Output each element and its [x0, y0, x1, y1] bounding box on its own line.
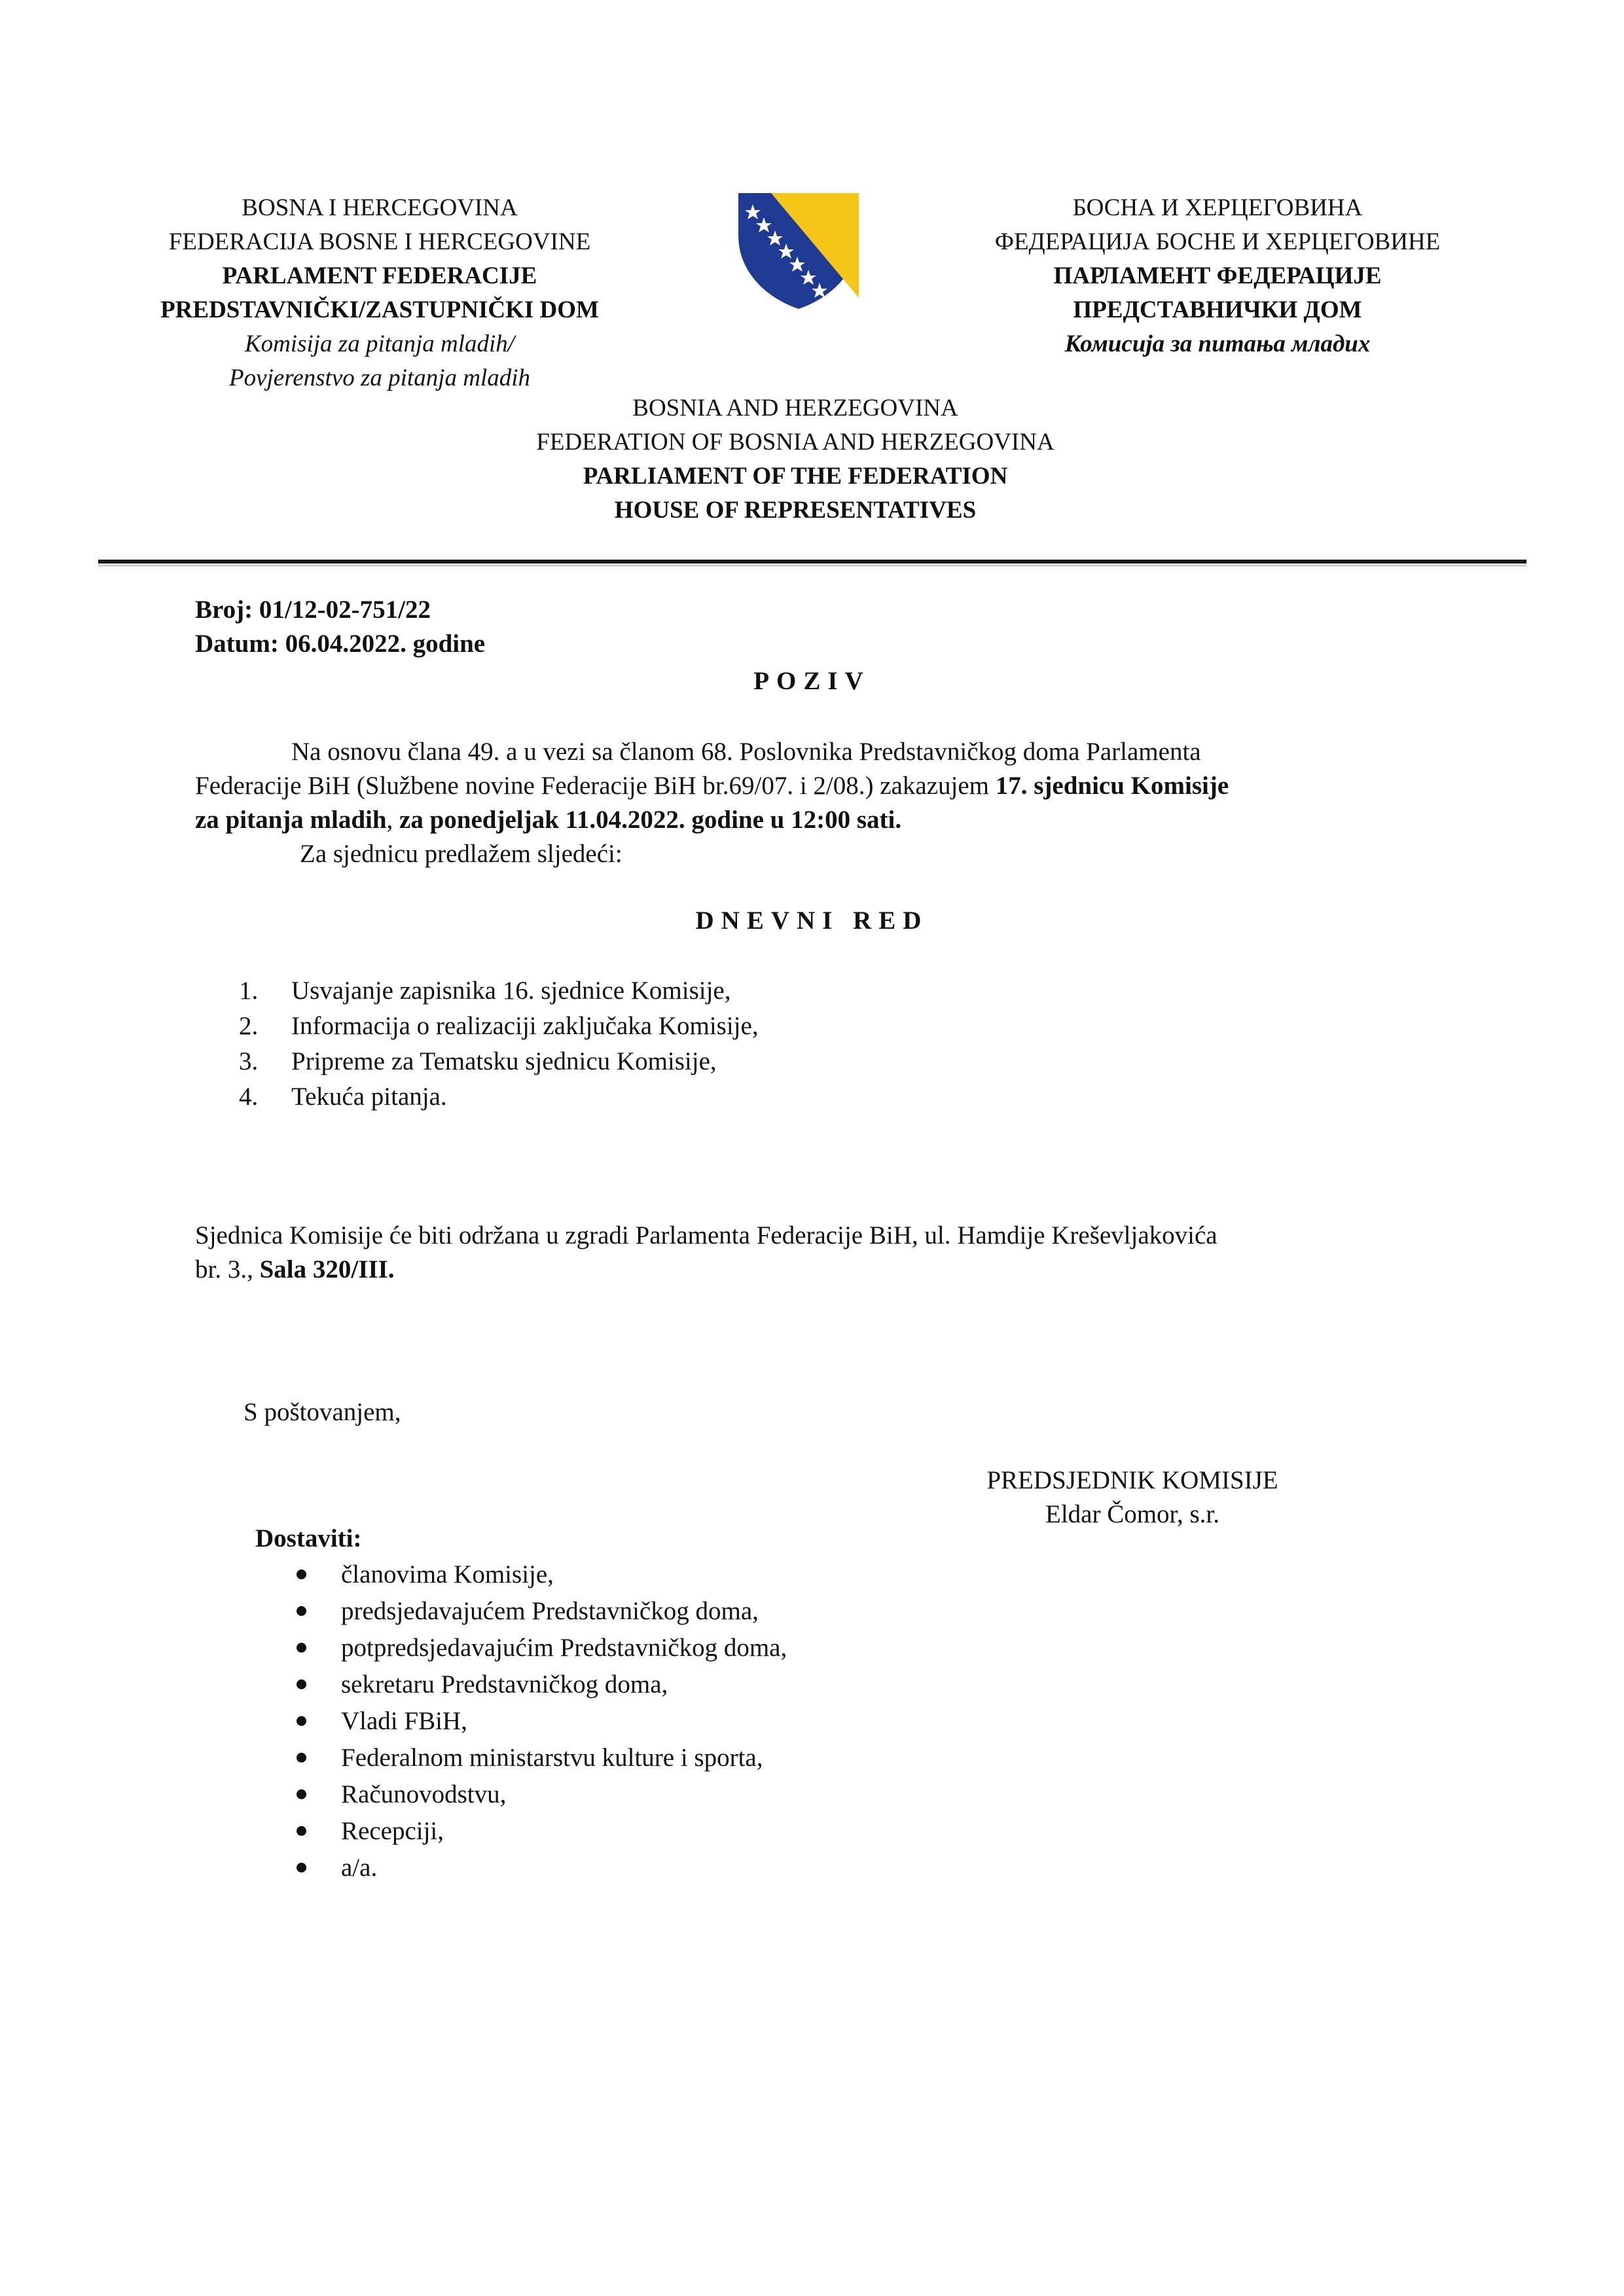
- separator: ,: [386, 806, 400, 834]
- coat-of-arms-icon: [733, 190, 864, 311]
- agenda-item: [239, 1079, 759, 1115]
- bullet-icon: [297, 1753, 306, 1763]
- location-street-number: br. 3.,: [195, 1255, 260, 1283]
- agenda-item-number: 4.: [239, 1083, 259, 1111]
- header-left-country: BOSNA I HERCEGOVINA: [242, 194, 518, 221]
- header-center-house: HOUSE OF REPRESENTATIVES: [614, 497, 977, 524]
- session-number: 17. sjednicu Komisije: [995, 772, 1229, 800]
- header-right-block: [949, 191, 1486, 361]
- distribution-item: [291, 1813, 787, 1850]
- body-paragraph-line1: Na osnovu člana 49. a u vezi sa članom 68. Poslovnika Predstavničkog doma Parlamenta: [291, 738, 1201, 766]
- bullet-icon: [297, 1789, 306, 1799]
- bullet-icon: [297, 1570, 306, 1579]
- distribution-item-text: Federalnom ministarstvu kulture i sporta,: [341, 1744, 763, 1772]
- signature-title: PREDSJEDNIK KOMISIJE: [986, 1466, 1278, 1494]
- distribution-list: [291, 1556, 787, 1886]
- distribution-item-text: Recepciji,: [341, 1817, 444, 1845]
- distribution-item: [291, 1593, 787, 1630]
- header-right-federation: ФЕДЕРАЦИЈА БОСНЕ И ХЕРЦЕГОВИНЕ: [994, 228, 1441, 255]
- header-divider-thin: [98, 565, 1526, 566]
- header-right-country: БОСНА И ХЕРЦЕГОВИНА: [1072, 194, 1363, 221]
- header-left-commission-alt: Povjerenstvo za pitanja mladih: [228, 365, 531, 391]
- header-center-parliament: PARLIAMENT OF THE FEDERATION: [583, 463, 1008, 490]
- agenda-item-text: Pripreme za Tematsku sjednicu Komisije,: [291, 1047, 717, 1075]
- distribution-item: [291, 1740, 787, 1776]
- agenda-intro: Za sjednicu predlažem sljedeći:: [300, 840, 623, 868]
- distribution-item-text: potpredsjedavajućim Predstavničkog doma,: [341, 1634, 787, 1662]
- distribution-item-text: predsjedavajućem Predstavničkog doma,: [341, 1597, 759, 1625]
- agenda-item-text: Tekuća pitanja.: [291, 1083, 447, 1111]
- body-paragraph-line2: [195, 769, 1229, 803]
- bullet-icon: [297, 1716, 306, 1726]
- header-center-country: BOSNIA AND HERZEGOVINA: [632, 395, 958, 422]
- agenda-item-text: Informacija o realizaciji zaključaka Komisije,: [291, 1012, 759, 1040]
- header-left-house: PREDSTAVNIČKI/ZASTUPNIČKI DOM: [160, 296, 599, 323]
- document-number: Broj: 01/12-02-751/22: [195, 596, 431, 624]
- header-center-federation: FEDERATION OF BOSNIA AND HERZEGOVINA: [536, 429, 1055, 456]
- body-paragraph-line3: [195, 803, 901, 837]
- header-right-commission: Комисија за питања младих: [1064, 331, 1371, 357]
- agenda-item-text: Usvajanje zapisnika 16. sjednice Komisije,: [291, 977, 731, 1005]
- header-left-block: [118, 191, 641, 395]
- agenda-title: DNEVNI RED: [695, 906, 929, 935]
- header-left-commission: Komisija za pitanja mladih/: [244, 331, 515, 357]
- header-center-block: [419, 391, 1172, 528]
- distribution-item-text: sekretaru Predstavničkog doma,: [341, 1670, 668, 1698]
- agenda-item-number: 1.: [239, 977, 259, 1005]
- agenda-item: [239, 1044, 759, 1079]
- distribution-item: [291, 1630, 787, 1666]
- header-right-house: ПРЕДСТАВНИЧКИ ДОМ: [1073, 296, 1362, 323]
- commission-name: za pitanja mladih: [195, 806, 387, 834]
- distribution-label: Dostaviti:: [255, 1524, 362, 1552]
- location-line1: Sjednica Komisije će biti održana u zgradi Parlamenta Federacije BiH, ul. Hamdije Kreševljakovića: [195, 1221, 1218, 1249]
- location-room: Sala 320/III.: [259, 1255, 395, 1283]
- body-paragraph-line2-text: Federacije BiH (Službene novine Federacije BiH br.69/07. i 2/08.) zakazujem: [195, 772, 996, 800]
- agenda-item-number: 2.: [239, 1012, 259, 1040]
- bullet-icon: [297, 1826, 306, 1836]
- distribution-item: [291, 1850, 787, 1886]
- location-line2: [195, 1253, 395, 1287]
- distribution-item: [291, 1666, 787, 1703]
- agenda-item: [239, 1009, 759, 1044]
- agenda-list: [239, 973, 759, 1115]
- distribution-item-text: a/a.: [341, 1854, 378, 1882]
- header-divider: [98, 560, 1526, 564]
- header-left-federation: FEDERACIJA BOSNE I HERCEGOVINE: [168, 228, 591, 255]
- agenda-item-number: 3.: [239, 1047, 259, 1075]
- document-date: Datum: 06.04.2022. godine: [195, 630, 486, 658]
- document-title: POZIV: [753, 667, 871, 695]
- distribution-item: [291, 1776, 787, 1813]
- signature-block: [903, 1463, 1362, 1532]
- bullet-icon: [297, 1863, 306, 1873]
- distribution-item: [291, 1703, 787, 1740]
- distribution-item-text: članovima Komisije,: [341, 1560, 554, 1588]
- bullet-icon: [297, 1679, 306, 1689]
- distribution-item: [291, 1556, 787, 1593]
- closing-salutation: S poštovanjem,: [244, 1398, 401, 1426]
- session-datetime: za ponedjeljak 11.04.2022. godine u 12:00 sati.: [399, 806, 902, 834]
- signature-name: Eldar Čomor, s.r.: [1045, 1500, 1219, 1528]
- bullet-icon: [297, 1643, 306, 1653]
- header-right-parliament: ПАРЛАМЕНТ ФЕДЕРАЦИЈЕ: [1053, 262, 1382, 289]
- distribution-item-text: Računovodstvu,: [341, 1780, 507, 1808]
- distribution-item-text: Vladi FBiH,: [341, 1707, 467, 1735]
- agenda-item: [239, 973, 759, 1009]
- bullet-icon: [297, 1606, 306, 1616]
- header-left-parliament: PARLAMENT FEDERACIJE: [222, 262, 537, 289]
